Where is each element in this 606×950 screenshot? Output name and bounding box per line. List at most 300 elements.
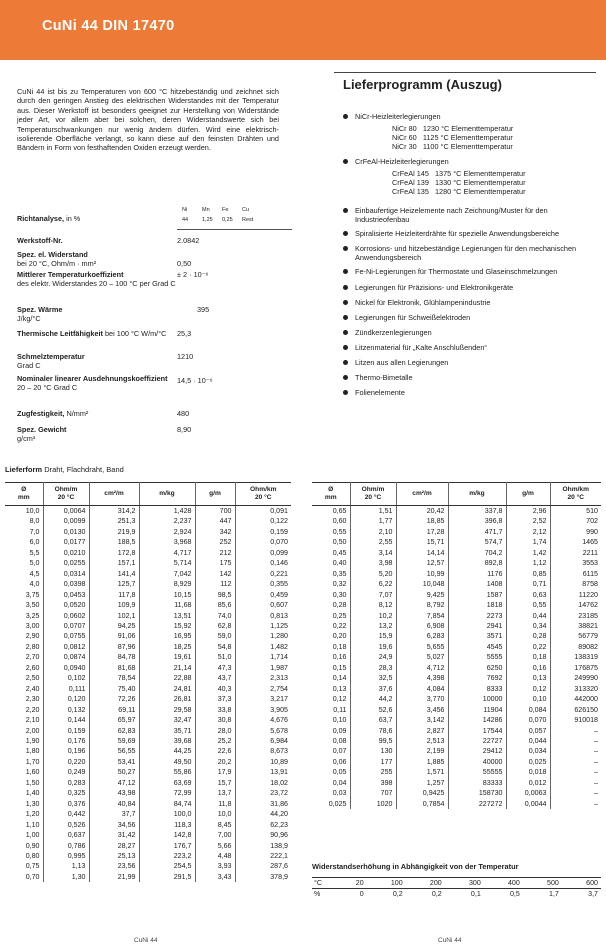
table-cell: 704,2 (448, 548, 506, 558)
widerstand-row-temp (312, 878, 601, 889)
table-row (312, 558, 601, 568)
table-cell: 0,786 (43, 841, 89, 851)
widerstand-cell: 20 (338, 878, 367, 889)
table-cell: 62,83 (89, 726, 139, 736)
table-cell: 78,6 (350, 726, 396, 736)
bullet-icon (343, 246, 348, 251)
table-cell: 16,95 (139, 631, 195, 641)
column-header: Ø mm (312, 483, 350, 506)
table-cell: 177 (350, 757, 396, 767)
table-cell: 62,8 (195, 621, 235, 631)
table-cell: 7,00 (195, 830, 235, 840)
table-cell: 1,714 (270, 653, 288, 662)
table-cell: 4,676 (270, 716, 288, 725)
table-cell: 0,0255 (43, 558, 89, 568)
table-cell: 0,221 (270, 569, 288, 578)
richtanalyse-values (182, 217, 262, 223)
table-cell: 78,54 (89, 673, 139, 683)
table-cell: 55555 (448, 767, 506, 777)
lieferform-label (5, 465, 124, 474)
table-cell: 10,99 (396, 569, 448, 579)
table-cell: 313320 (574, 684, 598, 693)
table-cell: 2,12 (506, 527, 550, 537)
table-cell: 130 (350, 746, 396, 756)
table-cell: 22,88 (139, 673, 195, 683)
table-cell: 626150 (574, 705, 598, 714)
table-cell: 0,091 (270, 507, 288, 515)
table-cell: 0,09 (312, 726, 350, 736)
table-cell: 3,75 (5, 590, 43, 600)
table-row (5, 673, 291, 683)
table-cell: 0,90 (5, 841, 43, 851)
table-cell: 59,69 (89, 736, 139, 746)
table-cell: 0,12 (312, 694, 350, 704)
table-cell: 44,2 (350, 694, 396, 704)
table-cell: 0,0063 (506, 788, 550, 798)
table-cell: 62,23 (270, 820, 288, 829)
table-cell: 0,22 (506, 642, 550, 652)
table-cell: 1,50 (5, 778, 43, 788)
table-cell: 10,89 (270, 757, 288, 766)
richtanalyse-divider (177, 229, 292, 230)
table-cell: 0,11 (312, 705, 350, 715)
table-row (5, 872, 291, 882)
table-cell: 11,8 (195, 799, 235, 809)
table-cell: 69,11 (89, 705, 139, 715)
table-cell: 18,25 (139, 642, 195, 652)
table-row (5, 600, 291, 610)
table-cell: 30,8 (195, 715, 235, 725)
value-mn: 1,25 (202, 217, 213, 223)
table-row (5, 548, 291, 558)
table-cell: 4,0 (5, 579, 43, 589)
table-cell: 44,25 (139, 746, 195, 756)
table-cell: 0,159 (270, 527, 288, 536)
property-label: Spez. Wärme (17, 305, 63, 314)
table-cell: 50,27 (89, 767, 139, 777)
table-row (312, 788, 601, 798)
table-cell: 5,66 (195, 841, 235, 851)
table-cell: 1,60 (5, 767, 43, 777)
table-cell: 1,13 (43, 861, 89, 871)
table-cell: 138,9 (270, 841, 288, 850)
table-cell: 1,90 (5, 736, 43, 746)
table-row (5, 767, 291, 777)
table-cell: 112 (195, 579, 235, 589)
table-cell: 14,14 (396, 548, 448, 558)
table-cell: 0,196 (43, 746, 89, 756)
table-cell: 12,57 (396, 558, 448, 568)
table-row (5, 527, 291, 537)
table-cell: 5,027 (396, 652, 448, 662)
table-cell: 37,6 (350, 684, 396, 694)
table-cell: 8333 (448, 684, 506, 694)
property-label: Thermische Leitfähigkeit (17, 329, 103, 338)
nicr-grade: NiCr 30 1100 °C Elementtemperatur (392, 142, 513, 151)
property-sublabel: des elektr. Widerstandes 20 – 100 °C per Grad C (17, 278, 176, 288)
table-row (5, 830, 291, 840)
table-cell: 1,12 (506, 558, 550, 568)
table-cell: 0,16 (506, 663, 550, 673)
table-cell: 6,908 (396, 621, 448, 631)
table-cell: 1,00 (5, 830, 43, 840)
table-cell: 11904 (448, 705, 506, 715)
table-cell: 3,93 (195, 861, 235, 871)
table-row (5, 621, 291, 631)
table-row (312, 621, 601, 631)
table-cell: 3,770 (396, 694, 448, 704)
property-label: Schmelztemperatur (17, 352, 85, 361)
column-header: m/kg (139, 483, 195, 506)
crfeal-grade: CrFeAl 145 1375 °C Elementtemperatur (392, 169, 526, 178)
column-header: m/kg (448, 483, 506, 506)
table-cell: 13,51 (139, 611, 195, 621)
table-cell: 175 (195, 558, 235, 568)
table-cell: 1465 (582, 538, 598, 547)
table-cell: 0,20 (312, 631, 350, 641)
table-cell: 8,12 (350, 600, 396, 610)
table-cell: 0,459 (270, 590, 288, 599)
table-cell: 11,68 (139, 600, 195, 610)
footer-right: CuNi 44 (438, 937, 462, 944)
table-cell: 2,00 (5, 726, 43, 736)
table-cell: 0,06 (312, 757, 350, 767)
footer-left: CuNi 44 (134, 937, 158, 944)
table-cell: 0,176 (43, 736, 89, 746)
table-cell: 102,1 (89, 611, 139, 621)
table-cell: 910018 (574, 716, 598, 725)
property-label: Spez. el. Widerstand (17, 250, 88, 259)
table-cell: 1408 (448, 579, 506, 589)
table-row (5, 820, 291, 830)
table-cell: 91,06 (89, 631, 139, 641)
table-cell: 63,7 (350, 715, 396, 725)
table-cell: 1,30 (5, 799, 43, 809)
table-row (5, 705, 291, 715)
table-cell: 0,14 (312, 673, 350, 683)
table-cell: 49,50 (139, 757, 195, 767)
crfeal-grade: CrFeAl 139 1330 °C Elementtemperatur (392, 178, 526, 187)
table-row (312, 569, 601, 579)
bullet-icon (343, 315, 348, 320)
table-cell: 13,2 (350, 621, 396, 631)
table-row (5, 569, 291, 579)
table-cell: 2273 (448, 611, 506, 621)
table-row (5, 631, 291, 641)
table-cell: 65,97 (89, 715, 139, 725)
table-cell: 5,655 (396, 642, 448, 652)
table-cell: 0,0755 (43, 631, 89, 641)
table-cell: 2,827 (396, 726, 448, 736)
table-cell: 99,5 (350, 736, 396, 746)
table-cell: 2,513 (396, 736, 448, 746)
table-cell: 0,325 (43, 788, 89, 798)
table-cell: 98,5 (195, 590, 235, 600)
table-cell: – (594, 747, 598, 756)
table-cell: 18,85 (396, 516, 448, 526)
table-cell: 22,6 (195, 746, 235, 756)
table-cell: 0,120 (43, 694, 89, 704)
property-label: Zugfestigkeit, (17, 409, 65, 418)
table-cell: 14286 (448, 715, 506, 725)
table-cell: 378,9 (270, 872, 288, 881)
table-row (312, 715, 601, 725)
table-cell: 1,30 (43, 872, 89, 882)
widerstand-cell: 600 (562, 878, 601, 889)
table-cell: 2,20 (5, 705, 43, 715)
lieferprogramm-rule (334, 72, 596, 73)
table-cell: 24,9 (350, 652, 396, 662)
table-cell: 4,084 (396, 684, 448, 694)
table-cell: 342 (195, 527, 235, 537)
table-cell: 5,678 (270, 726, 288, 735)
widerstand-cell: 0 (359, 890, 364, 899)
bullet-icon (343, 159, 348, 164)
column-header: Ohm/m 20 °C (350, 483, 396, 506)
table-row (5, 652, 291, 662)
table-cell: 2,90 (5, 631, 43, 641)
table-row (5, 757, 291, 767)
table-cell: 10,2 (350, 611, 396, 621)
table-cell: 0,05 (312, 767, 350, 777)
table-cell: 13,91 (270, 768, 288, 777)
table-cell: 14762 (578, 601, 598, 610)
table-row (312, 694, 601, 704)
table-cell: 22727 (448, 736, 506, 746)
table-cell: 6250 (448, 663, 506, 673)
table-row (312, 767, 601, 777)
table-cell: 117,8 (89, 590, 139, 600)
table-cell: 47,3 (195, 663, 235, 673)
table-cell: – (594, 726, 598, 735)
table-cell: 28,3 (350, 663, 396, 673)
table-row (312, 600, 601, 610)
table-cell: 0,084 (506, 705, 550, 715)
table-cell: 0,80 (5, 851, 43, 861)
table-cell: – (594, 757, 598, 766)
table-cell: 0,044 (506, 736, 550, 746)
table-cell: 0,0099 (43, 516, 89, 526)
column-header: cm²/m (89, 483, 139, 506)
table-row (5, 841, 291, 851)
table-cell: 0,034 (506, 746, 550, 756)
table-cell: 40,3 (195, 684, 235, 694)
element-mn: Mn (202, 207, 210, 213)
table-cell: 574,7 (448, 537, 506, 547)
table-cell: 700 (195, 506, 235, 517)
table-row (5, 736, 291, 746)
table-cell: 6115 (582, 569, 598, 578)
table-cell: 188,5 (89, 537, 139, 547)
table-cell: 7,042 (139, 569, 195, 579)
table-cell: 11220 (578, 590, 598, 599)
richtanalyse-label: Richtanalyse, (17, 214, 65, 223)
table-cell: 13,7 (195, 788, 235, 798)
table-row (312, 673, 601, 683)
table-cell: 0,70 (5, 872, 43, 882)
property-sublabel: g/cm³ (17, 433, 36, 443)
table-row (312, 548, 601, 558)
table-cell: 219,9 (89, 527, 139, 537)
table-cell: 43,98 (89, 788, 139, 798)
table-cell: 118,3 (139, 820, 195, 830)
table-row (5, 537, 291, 547)
table-cell: 1,10 (5, 820, 43, 830)
table-cell: 0,102 (43, 673, 89, 683)
table-cell: 7,07 (350, 590, 396, 600)
column-header: Ø mm (5, 483, 43, 506)
bullet-icon (343, 285, 348, 290)
widerstand-cell: 500 (523, 878, 562, 889)
table-row (5, 684, 291, 694)
table-cell: 0,249 (43, 767, 89, 777)
table-cell: 17,28 (396, 527, 448, 537)
table-cell: 32,47 (139, 715, 195, 725)
table-cell: 59,0 (195, 631, 235, 641)
table-cell: 1176 (448, 569, 506, 579)
table-cell: 81,68 (89, 663, 139, 673)
table-cell: 29412 (448, 746, 506, 756)
property-value: 25,3 (177, 329, 192, 338)
table-cell: 1,257 (396, 778, 448, 788)
table-cell: 1,77 (350, 516, 396, 526)
table-cell: 1,51 (350, 506, 396, 517)
table-cell: 0,60 (312, 516, 350, 526)
bullet-icon (343, 208, 348, 213)
table-cell: 0,144 (43, 715, 89, 725)
table-cell: 141,4 (89, 569, 139, 579)
table-row (312, 736, 601, 746)
table-cell: 37,7 (89, 809, 139, 819)
lieferform-forms: Draht, Flachdraht, Band (44, 465, 124, 474)
table-cell: 1,80 (5, 746, 43, 756)
widerstand-cell: 200 (406, 878, 445, 889)
table-cell: 0,122 (270, 517, 288, 526)
table-cell: 17,9 (195, 767, 235, 777)
table-cell: 0,0130 (43, 527, 89, 537)
table-cell: 52,6 (350, 705, 396, 715)
property-sublabel: bei 100 °C W/m/°C (105, 329, 167, 338)
table-cell: – (594, 736, 598, 745)
table-row (5, 778, 291, 788)
table-cell: 396,8 (448, 516, 506, 526)
table-cell: 20,2 (195, 757, 235, 767)
table-cell: 0,32 (312, 579, 350, 589)
table-cell: 47,12 (89, 778, 139, 788)
table-cell: 4,398 (396, 673, 448, 683)
table-cell: 0,0064 (43, 506, 89, 517)
table-cell: 19,6 (350, 642, 396, 652)
table-cell: 19,61 (139, 652, 195, 662)
table-cell: 254,5 (139, 861, 195, 871)
table-cell: 0,637 (43, 830, 89, 840)
table-cell: 4,5 (5, 569, 43, 579)
table-cell: 89082 (578, 642, 598, 651)
widerstand-row-percent (312, 889, 601, 900)
table-cell: 8,929 (139, 579, 195, 589)
table-row (5, 516, 291, 526)
table-cell: 2,96 (506, 506, 550, 517)
table-row (5, 726, 291, 736)
table-cell: 2,40 (5, 684, 43, 694)
widerstand-cell: 100 (367, 878, 406, 889)
table-cell: 1,70 (5, 757, 43, 767)
lieferprogramm-title: Lieferprogramm (Auszug) (343, 77, 502, 92)
table-cell: 3,142 (396, 715, 448, 725)
table-cell: 3,456 (396, 705, 448, 715)
table-cell: 7692 (448, 673, 506, 683)
table-row (312, 684, 601, 694)
table-cell: 0,22 (312, 621, 350, 631)
property-value: 2.0842 (177, 236, 200, 245)
page-title: CuNi 44 DIN 17470 (42, 18, 175, 34)
table-cell: 212 (195, 548, 235, 558)
table-cell: 2,754 (270, 684, 288, 693)
table-cell: 1,280 (270, 632, 288, 641)
table-cell: 8,0 (5, 516, 43, 526)
table-row (312, 652, 601, 662)
widerstand-cell: 300 (445, 878, 484, 889)
table-cell: 2,50 (5, 673, 43, 683)
table-cell: 1818 (448, 600, 506, 610)
table-cell: 8758 (582, 580, 598, 589)
table-cell: 84,78 (89, 652, 139, 662)
table-cell: 18,02 (270, 778, 288, 787)
table-cell: 0,08 (312, 736, 350, 746)
table-cell: 51,0 (195, 652, 235, 662)
column-header: cm²/m (396, 483, 448, 506)
widerstand-section (312, 862, 601, 900)
table-cell: 4545 (448, 642, 506, 652)
table-cell: 0,0707 (43, 621, 89, 631)
element-ni: Ni (182, 207, 188, 213)
table-cell: 5,20 (350, 569, 396, 579)
widerstand-table (312, 877, 601, 900)
widerstand-cell: 0,1 (470, 890, 481, 899)
table-cell: 31,86 (270, 799, 288, 808)
table-cell: 10,0 (5, 506, 43, 517)
table-cell: 142,8 (139, 830, 195, 840)
table-row (312, 705, 601, 715)
table-cell: 0,04 (312, 778, 350, 788)
table-cell: 0,995 (43, 851, 89, 861)
table-cell: 26,81 (139, 694, 195, 704)
table-cell: 0,070 (270, 538, 288, 547)
table-cell: 21,99 (89, 872, 139, 882)
table-row (312, 757, 601, 767)
table-cell: 4,717 (139, 548, 195, 558)
nicr-grade: NiCr 80 1230 °C Elementtemperatur (392, 124, 514, 133)
table-cell: 29,58 (139, 705, 195, 715)
table-cell: 7,0 (5, 527, 43, 537)
table-cell: 0,10 (506, 694, 550, 704)
table-cell: 291,5 (139, 872, 195, 882)
table-cell: 0,012 (506, 778, 550, 788)
bullet-icon (343, 114, 348, 119)
table-cell: 249990 (574, 674, 598, 683)
table-cell: 2,55 (350, 537, 396, 547)
table-row (5, 746, 291, 756)
table-cell: 87,96 (89, 642, 139, 652)
table-cell: 6,22 (350, 579, 396, 589)
table-cell: 2,70 (5, 652, 43, 662)
table-cell: 0,0602 (43, 611, 89, 621)
intro-paragraph: CuNi 44 ist bis zu Temperaturen von 600 °C hitzebeständig und zeichnet sich durch den geringen Anstieg des elektrischen Widerstandes mit der Temperatur aus. Dieser Werkstoff ist besonders geeignet zur Herstellung von Widerstände jeder Art, vor allem aber bei solchen, deren Widerstandswerte sich bei Temperaturschwankungen nur wenig ändern dürfen. Wird eine elektrisch-isolierende Oberfläche verlangt, so kann diese auf den feinsten Drähten und Bändern in Form von festhaftenden Oxiden erzeugt werden. (17, 87, 279, 153)
table-cell: 0,15 (312, 663, 350, 673)
table-cell: 55,86 (139, 767, 195, 777)
table-cell: 0,03 (312, 788, 350, 798)
table-row (312, 631, 601, 641)
